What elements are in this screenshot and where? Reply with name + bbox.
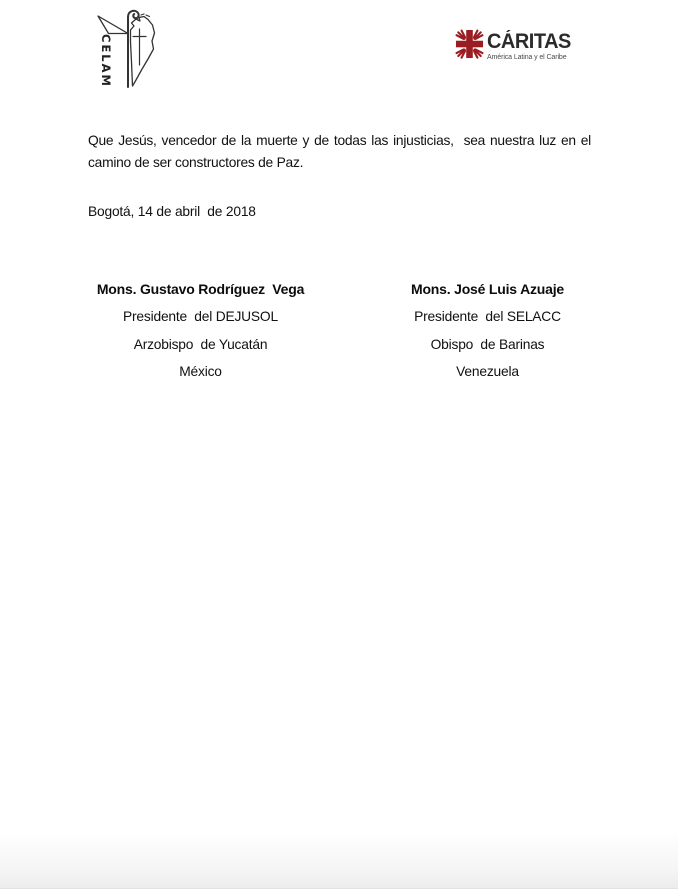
celam-logo-icon: [95, 7, 157, 89]
closing-paragraph: Que Jesús, vencedor de la muerte y de todas las injusticias, sea nuestra luz en el camino de ser constructores de Paz.: [88, 133, 591, 170]
signer-name: Mons. Gustavo Rodríguez Vega: [96, 281, 305, 297]
celam-letters: CELAM: [99, 34, 113, 88]
caritas-subtitle: América Latina y el Caribe: [487, 54, 567, 61]
signer-country: México: [179, 364, 222, 379]
signature-row: [88, 276, 590, 386]
signature-block-left: [88, 276, 313, 386]
map-cross-icon: [133, 29, 146, 65]
caritas-title: CÁRITAS: [487, 30, 571, 53]
celam-pennant: [98, 16, 128, 34]
latin-america-map: [131, 17, 155, 87]
signer-country: Venezuela: [456, 364, 519, 379]
caritas-logo: [455, 28, 575, 61]
islands-marks: [141, 14, 150, 17]
caritas-wordmark: [487, 28, 575, 61]
signer-title: Presidente del SELACC: [414, 309, 561, 324]
signer-name: Mons. José Luis Azuaje: [410, 281, 564, 297]
dateline: Bogotá, 14 de abril de 2018: [88, 204, 256, 219]
caritas-cross-icon: [455, 28, 484, 61]
signer-role: Obispo de Barinas: [430, 336, 545, 352]
page-bottom-edge: [0, 831, 678, 889]
signer-title: Presidente del DEJUSOL: [123, 309, 278, 324]
signature-block-right: [385, 276, 590, 386]
signer-role: Arzobispo de Yucatán: [133, 336, 268, 352]
